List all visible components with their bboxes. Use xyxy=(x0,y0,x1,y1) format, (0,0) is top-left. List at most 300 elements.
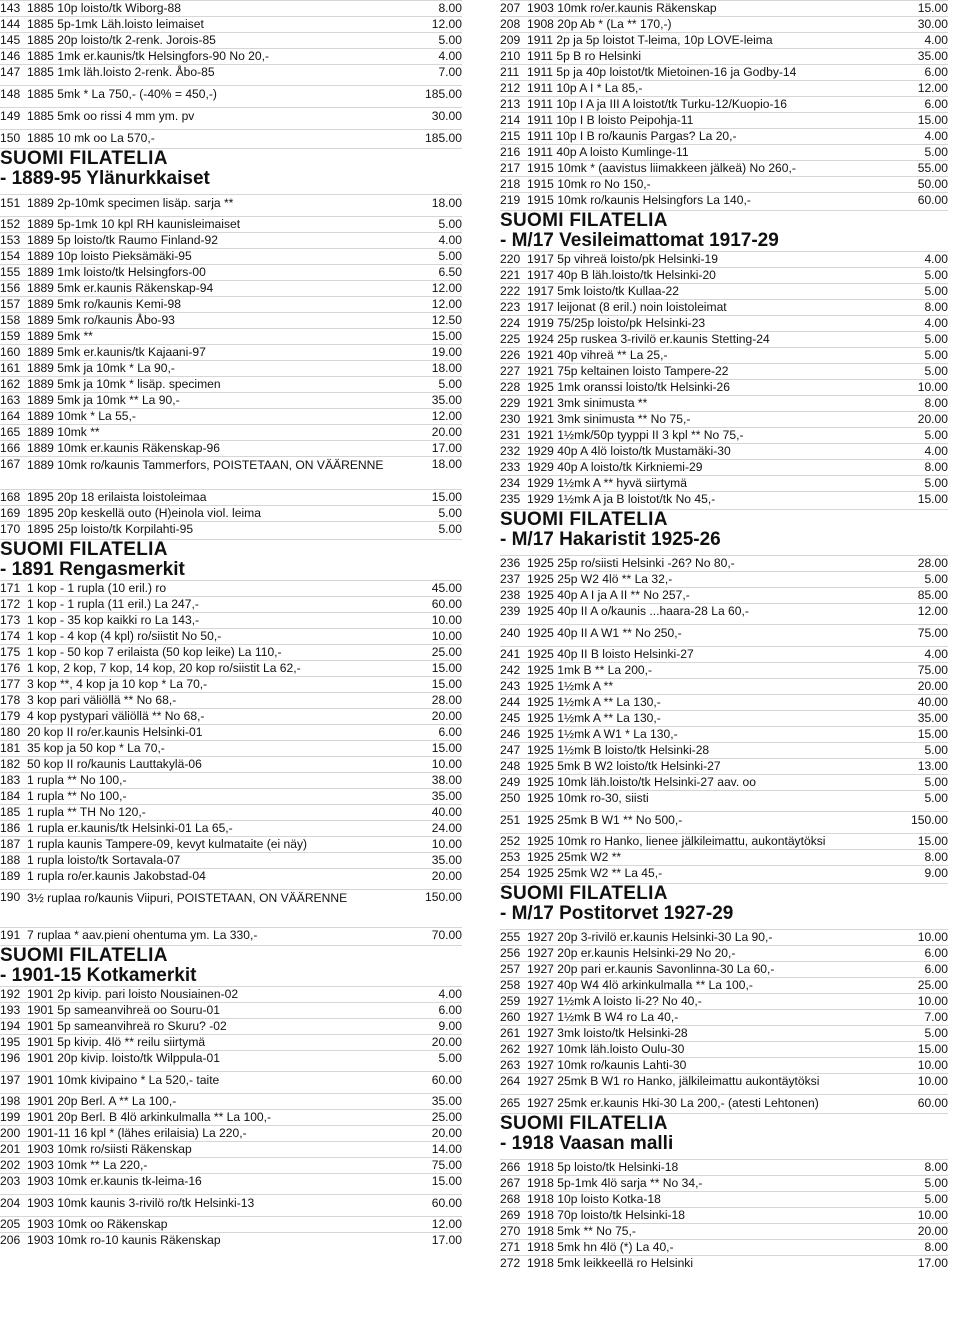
lot-row xyxy=(0,1141,462,1157)
lot-price: 4.00 xyxy=(438,49,462,63)
lot-description: 4 kop pystypari väliöllä ** No 68,- xyxy=(27,709,205,723)
lot-row xyxy=(0,264,462,280)
lot-price: 5.00 xyxy=(924,348,948,362)
lot-number: 250 xyxy=(500,791,521,805)
lot-description: 1925 1½mk A ** La 130,- xyxy=(527,711,661,725)
lot-description: 1885 20p loisto/tk 2-renk. Jorois-85 xyxy=(27,33,216,47)
lot-number: 149 xyxy=(0,109,21,123)
lot-price: 38.00 xyxy=(431,773,462,787)
lot-number: 181 xyxy=(0,741,21,755)
lot-description: 1925 5mk B W2 loisto/tk Helsinki-27 xyxy=(527,759,721,773)
lot-description: 1895 20p 18 erilaista loistoleimaa xyxy=(27,490,207,504)
lot-price: 5.00 xyxy=(924,1026,948,1040)
lot-price: 60.00 xyxy=(917,193,948,207)
lot-description: 1927 25mk B W1 ro Hanko, jälkileimattu aukontäytöksi xyxy=(527,1074,820,1088)
lot-description: 1889 5p loisto/tk Raumo Finland-92 xyxy=(27,233,218,247)
lot-price: 10.00 xyxy=(917,1074,948,1088)
lot-number: 144 xyxy=(0,17,21,31)
lot-number: 182 xyxy=(0,757,21,771)
lot-number: 205 xyxy=(0,1217,21,1231)
lot-number: 164 xyxy=(0,409,21,423)
lot-description: 1901 5p sameanvihreä oo Souru-01 xyxy=(27,1003,220,1017)
lot-price: 20.00 xyxy=(431,869,462,883)
lot-price: 17.00 xyxy=(431,441,462,455)
lot-description: 1889 5mk ro/kaunis Kemi-98 xyxy=(27,297,181,311)
lot-price: 5.00 xyxy=(438,506,462,520)
lot-description: 1889 5mk er.kaunis Räkenskap-94 xyxy=(27,281,214,295)
lot-price: 20.00 xyxy=(431,709,462,723)
lot-description: 1915 10mk ro/kaunis Helsingfors La 140,- xyxy=(527,193,751,207)
lot-price: 15.00 xyxy=(917,113,948,127)
lot-number: 206 xyxy=(0,1233,21,1247)
lot-price: 9.00 xyxy=(924,866,948,880)
lot-description: 1925 40p II B loisto Helsinki-27 xyxy=(527,647,694,661)
lot-number: 167 xyxy=(0,457,21,471)
lot-row xyxy=(0,1157,462,1173)
lot-description: 1 rupla ** TH No 120,- xyxy=(27,805,146,819)
lot-description: 1925 40p II A o/kaunis ...haara-28 La 60,- xyxy=(527,604,749,618)
lot-price: 5.00 xyxy=(924,332,948,346)
lot-description: 1903 10mk ro-10 kaunis Räkenskap xyxy=(27,1233,221,1247)
lot-description: 1927 25mk er.kaunis Hki-30 La 200,- (atesti Lehtonen) xyxy=(527,1096,819,1110)
lot-number: 152 xyxy=(0,217,21,231)
lot-number: 254 xyxy=(500,866,521,880)
lot-number: 192 xyxy=(0,987,21,1001)
lot-price: 30.00 xyxy=(917,17,948,31)
lot-description: 1911 10p A I * La 85,- xyxy=(527,81,643,95)
lot-number: 163 xyxy=(0,393,21,407)
lot-row xyxy=(500,1041,948,1057)
lot-row xyxy=(0,1071,462,1088)
lot-row xyxy=(0,85,462,102)
lot-row xyxy=(500,865,948,881)
lot-number: 264 xyxy=(500,1074,521,1088)
lot-description: 1925 1mk B ** La 200,- xyxy=(527,663,653,677)
lot-description: 1925 10mk läh.loisto/tk Helsinki-27 aav. oo xyxy=(527,775,757,789)
lot-description: 1911 10p I B ro/kaunis Pargas? La 20,- xyxy=(527,129,737,143)
lot-price: 10.00 xyxy=(917,1208,948,1222)
lot-number: 231 xyxy=(500,428,521,442)
lot-description: 1925 1½mk B loisto/tk Helsinki-28 xyxy=(527,743,710,757)
lot-row xyxy=(500,48,948,64)
lot-price: 15.00 xyxy=(431,661,462,675)
lot-description: 1925 25mk B W1 ** No 500,- xyxy=(527,813,683,827)
lot-number: 201 xyxy=(0,1142,21,1156)
lot-number: 236 xyxy=(500,556,521,570)
lot-number: 179 xyxy=(0,709,21,723)
lot-number: 207 xyxy=(500,1,521,15)
lot-number: 208 xyxy=(500,17,521,31)
lot-description: 1889 5mk ja 10mk * lisäp. specimen xyxy=(27,377,221,391)
lot-price: 75.00 xyxy=(917,663,948,677)
lot-number: 230 xyxy=(500,412,521,426)
lot-price: 5.00 xyxy=(438,249,462,263)
lot-row xyxy=(0,16,462,32)
lot-description: 1927 20p er.kaunis Helsinki-29 No 20,- xyxy=(527,946,736,960)
lot-price: 5.00 xyxy=(438,522,462,536)
lot-number: 242 xyxy=(500,663,521,677)
lot-row xyxy=(0,216,462,232)
lot-row xyxy=(500,0,948,16)
lot-number: 172 xyxy=(0,597,21,611)
lot-description: 1919 75/25p loisto/pk Helsinki-23 xyxy=(527,316,706,330)
lot-price: 7.00 xyxy=(924,1010,948,1024)
lot-number: 200 xyxy=(0,1126,21,1140)
lot-row xyxy=(0,521,462,537)
lot-description: 1918 5mk hn 4lö (*) La 40,- xyxy=(527,1240,674,1254)
lot-price: 15.00 xyxy=(431,741,462,755)
section-title: - 1918 Vaasan malli xyxy=(500,1133,674,1154)
lot-price: 19.00 xyxy=(431,345,462,359)
lot-price: 15.00 xyxy=(917,492,948,506)
lot-number: 266 xyxy=(500,1160,521,1174)
lot-description: 1885 5p-1mk Läh.loisto leimaiset xyxy=(27,17,204,31)
lot-price: 40.00 xyxy=(431,805,462,819)
lot-number: 248 xyxy=(500,759,521,773)
lot-description: 1889 5mk ja 10mk * La 90,- xyxy=(27,361,175,375)
lot-price: 6.00 xyxy=(924,946,948,960)
section-title: - 1891 Rengasmerkit xyxy=(0,559,185,580)
lot-description: 1 kop - 35 kop kaikki ro La 143,- xyxy=(27,613,200,627)
lot-price: 185.00 xyxy=(425,131,462,145)
lot-description: 20 kop II ro/er.kaunis Helsinki-01 xyxy=(27,725,203,739)
lot-row xyxy=(0,129,462,146)
lot-number: 256 xyxy=(500,946,521,960)
lot-price: 12.00 xyxy=(431,1217,462,1231)
lot-price: 35.00 xyxy=(431,1094,462,1108)
lot-number: 213 xyxy=(500,97,521,111)
lot-number: 226 xyxy=(500,348,521,362)
lot-description: 1918 5p loisto/tk Helsinki-18 xyxy=(527,1160,679,1174)
lot-description: 1921 1½mk/50p tyyppi II 3 kpl ** No 75,- xyxy=(527,428,744,442)
lot-number: 143 xyxy=(0,1,21,15)
lot-number: 268 xyxy=(500,1192,521,1206)
section-header xyxy=(500,883,948,924)
lot-row xyxy=(500,726,948,742)
lot-number: 190 xyxy=(0,890,21,904)
lot-description: 1889 10p loisto Pieksämäki-95 xyxy=(27,249,192,263)
lot-price: 4.00 xyxy=(924,316,948,330)
lot-price: 5.00 xyxy=(924,743,948,757)
lot-number: 146 xyxy=(0,49,21,63)
lot-number: 214 xyxy=(500,113,521,127)
lot-number: 166 xyxy=(0,441,21,455)
lot-row xyxy=(0,312,462,328)
lot-row xyxy=(500,1207,948,1223)
lot-price: 60.00 xyxy=(431,1073,462,1087)
lot-description: 1921 40p vihreä ** La 25,- xyxy=(527,348,668,362)
lot-price: 5.00 xyxy=(924,428,948,442)
lot-price: 18.00 xyxy=(431,196,462,210)
lot-row xyxy=(500,774,948,790)
lot-row xyxy=(500,128,948,144)
lot-number: 272 xyxy=(500,1256,521,1270)
lot-row xyxy=(500,1073,948,1089)
lot-row xyxy=(0,986,462,1002)
lot-description: 1903 10mk oo Räkenskap xyxy=(27,1217,168,1231)
lot-row xyxy=(0,505,462,521)
lot-price: 4.00 xyxy=(924,647,948,661)
lot-number: 233 xyxy=(500,460,521,474)
lot-price: 10.00 xyxy=(917,1058,948,1072)
lot-description: 1915 10mk ro No 150,- xyxy=(527,177,651,191)
lot-number: 222 xyxy=(500,284,521,298)
lot-row xyxy=(0,48,462,64)
lot-number: 196 xyxy=(0,1051,21,1065)
section-brand: SUOMI FILATELIA xyxy=(0,945,168,966)
lot-number: 253 xyxy=(500,850,521,864)
lot-price: 6.00 xyxy=(924,962,948,976)
lot-description: 1901 20p Berl. A ** La 100,- xyxy=(27,1094,177,1108)
lot-row xyxy=(0,676,462,692)
lot-row xyxy=(500,811,948,828)
lot-row xyxy=(500,678,948,694)
lot-description: 1917 5p vihreä loisto/pk Helsinki-19 xyxy=(527,252,718,266)
lot-price: 35.00 xyxy=(431,853,462,867)
lot-row xyxy=(500,283,948,299)
lot-row xyxy=(500,790,948,806)
lot-description: 1903 10mk ro/er.kaunis Räkenskap xyxy=(527,1,717,15)
lot-description: 7 ruplaa * aav.pieni ohentuma ym. La 330,- xyxy=(27,928,258,942)
lot-price: 12.00 xyxy=(431,409,462,423)
lot-number: 197 xyxy=(0,1073,21,1087)
lot-description: 1929 40p A loisto/tk Kirkniemi-29 xyxy=(527,460,703,474)
lot-price: 60.00 xyxy=(431,1196,462,1210)
lot-row xyxy=(0,194,462,211)
lot-description: 1921 75p keltainen loisto Tampere-22 xyxy=(527,364,729,378)
lot-number: 249 xyxy=(500,775,521,789)
lot-row xyxy=(500,710,948,726)
lot-number: 188 xyxy=(0,853,21,867)
lot-description: 1889 5mk ja 10mk ** La 90,- xyxy=(27,393,180,407)
lot-number: 237 xyxy=(500,572,521,586)
lot-description: 1927 3mk loisto/tk Helsinki-28 xyxy=(527,1026,688,1040)
lot-number: 195 xyxy=(0,1035,21,1049)
section-header xyxy=(0,945,462,986)
lot-row xyxy=(500,299,948,315)
lot-price: 10.00 xyxy=(917,930,948,944)
lot-description: 1911 10p I A ja III A loistot/tk Turku-12/Kuopio-16 xyxy=(527,97,787,111)
lot-description: 50 kop II ro/kaunis Lauttakylä-06 xyxy=(27,757,202,771)
lot-price: 20.00 xyxy=(431,425,462,439)
lot-row xyxy=(500,192,948,208)
lot-price: 20.00 xyxy=(917,412,948,426)
lot-number: 220 xyxy=(500,252,521,266)
lot-number: 209 xyxy=(500,33,521,47)
lot-row xyxy=(500,347,948,363)
lot-description: 1 rupla er.kaunis/tk Helsinki-01 La 65,- xyxy=(27,821,233,835)
lot-number: 267 xyxy=(500,1176,521,1190)
lot-description: 1925 1½mk A ** xyxy=(527,679,614,693)
lot-number: 252 xyxy=(500,834,521,848)
lot-row xyxy=(500,64,948,80)
lot-number: 215 xyxy=(500,129,521,143)
lot-row xyxy=(500,1025,948,1041)
lot-number: 153 xyxy=(0,233,21,247)
lot-price: 15.00 xyxy=(917,727,948,741)
lot-description: 1 kop, 2 kop, 7 kop, 14 kop, 20 kop ro/siistit La 62,- xyxy=(27,661,301,675)
lot-number: 151 xyxy=(0,196,21,210)
lot-row xyxy=(500,603,948,619)
lot-row xyxy=(0,804,462,820)
lot-row xyxy=(500,80,948,96)
lot-number: 168 xyxy=(0,490,21,504)
lot-row xyxy=(0,248,462,264)
lot-price: 4.00 xyxy=(924,33,948,47)
lot-price: 45.00 xyxy=(431,581,462,595)
lot-row xyxy=(0,1232,462,1248)
lot-row xyxy=(0,596,462,612)
lot-description: 1 rupla kaunis Tampere-09, kevyt kulmataite (ei näy) xyxy=(27,837,308,851)
lot-price: 75.00 xyxy=(431,1158,462,1172)
lot-description: 1889 5mk ** xyxy=(27,329,93,343)
lot-number: 246 xyxy=(500,727,521,741)
lot-description: 1 rupla loisto/tk Sortavala-07 xyxy=(27,853,181,867)
lot-number: 161 xyxy=(0,361,21,375)
lot-price: 8.00 xyxy=(924,396,948,410)
lot-price: 35.00 xyxy=(431,393,462,407)
lot-number: 263 xyxy=(500,1058,521,1072)
lot-row xyxy=(500,144,948,160)
lot-row xyxy=(0,64,462,80)
lot-number: 184 xyxy=(0,789,21,803)
lot-price: 6.00 xyxy=(438,1003,462,1017)
lot-number: 251 xyxy=(500,813,521,827)
lot-description: 1885 1mk er.kaunis/tk Helsingfors-90 No 20,- xyxy=(27,49,269,63)
lot-price: 6.00 xyxy=(438,725,462,739)
left-column xyxy=(0,0,462,1248)
lot-price: 15.00 xyxy=(917,1,948,15)
lot-row xyxy=(500,1191,948,1207)
lot-number: 240 xyxy=(500,626,521,640)
lot-number: 262 xyxy=(500,1042,521,1056)
lot-description: 1 kop - 1 rupla (11 eril.) La 247,- xyxy=(27,597,199,611)
section-title: - M/17 Hakaristit 1925-26 xyxy=(500,529,721,550)
lot-row xyxy=(500,977,948,993)
lot-number: 241 xyxy=(500,647,521,661)
lot-row xyxy=(500,1175,948,1191)
section-brand: SUOMI FILATELIA xyxy=(500,509,668,530)
lot-number: 178 xyxy=(0,693,21,707)
lot-number: 234 xyxy=(500,476,521,490)
lot-price: 20.00 xyxy=(917,679,948,693)
lot-description: 1 rupla ro/er.kaunis Jakobstad-04 xyxy=(27,869,206,883)
lot-row xyxy=(500,662,948,678)
lot-price: 185.00 xyxy=(425,87,462,101)
lot-number: 199 xyxy=(0,1110,21,1124)
lot-number: 176 xyxy=(0,661,21,675)
lot-description: 1889 5mk ro/kaunis Åbo-93 xyxy=(27,313,175,327)
lot-price: 10.00 xyxy=(917,994,948,1008)
lot-price: 12.00 xyxy=(917,81,948,95)
lot-row xyxy=(500,945,948,961)
lot-number: 150 xyxy=(0,131,21,145)
lot-price: 85.00 xyxy=(917,588,948,602)
lot-row xyxy=(0,296,462,312)
lot-description: 1929 1½mk A ** hyvä siirtymä xyxy=(527,476,687,490)
section-header xyxy=(500,509,948,550)
lot-row xyxy=(500,16,948,32)
lot-price: 15.00 xyxy=(431,677,462,691)
lot-description: 1 kop - 4 kop (4 kpl) ro/siistit No 50,- xyxy=(27,629,222,643)
lot-number: 259 xyxy=(500,994,521,1008)
lot-number: 235 xyxy=(500,492,521,506)
lot-number: 243 xyxy=(500,679,521,693)
lot-description: 1925 1½mk A ** La 130,- xyxy=(527,695,661,709)
lot-row xyxy=(0,1034,462,1050)
lot-description: 35 kop ja 50 kop * La 70,- xyxy=(27,741,165,755)
lot-price: 10.00 xyxy=(917,380,948,394)
lot-description: 1911 5p B ro Helsinki xyxy=(527,49,642,63)
lot-price: 20.00 xyxy=(917,1224,948,1238)
lot-price: 8.00 xyxy=(438,1,462,15)
lot-number: 202 xyxy=(0,1158,21,1172)
section-brand: SUOMI FILATELIA xyxy=(0,148,168,169)
lot-number: 180 xyxy=(0,725,21,739)
lot-row xyxy=(500,1255,948,1271)
lot-row xyxy=(0,740,462,756)
lot-number: 187 xyxy=(0,837,21,851)
lot-description: 1911 40p A loisto Kumlinge-11 xyxy=(527,145,689,159)
lot-price: 10.00 xyxy=(431,757,462,771)
lot-description: 1927 10mk läh.loisto Oulu-30 xyxy=(527,1042,685,1056)
lot-row xyxy=(500,1159,948,1175)
lot-description: 1918 70p loisto/tk Helsinki-18 xyxy=(527,1208,685,1222)
lot-price: 15.00 xyxy=(431,1174,462,1188)
lot-description: 1 rupla ** No 100,- xyxy=(27,789,127,803)
lot-row xyxy=(0,1173,462,1189)
lot-price: 55.00 xyxy=(917,161,948,175)
lot-description: 1918 5mk leikkeellä ro Helsinki xyxy=(527,1256,694,1270)
lot-row xyxy=(0,1125,462,1141)
lot-price: 25.00 xyxy=(431,645,462,659)
section-header xyxy=(500,210,948,251)
section-brand: SUOMI FILATELIA xyxy=(500,210,668,231)
lot-price: 5.00 xyxy=(924,775,948,789)
lot-price: 20.00 xyxy=(431,1126,462,1140)
lot-row xyxy=(500,849,948,865)
lot-row xyxy=(0,107,462,124)
lot-row xyxy=(0,820,462,836)
lot-description: 1885 10 mk oo La 570,- xyxy=(27,131,155,145)
lot-description: 1927 1½mk B W4 ro La 40,- xyxy=(527,1010,679,1024)
lot-description: 1903 10mk kaunis 3-rivilö ro/tk Helsinki-13 xyxy=(27,1196,255,1210)
lot-row xyxy=(0,628,462,644)
lot-description: 1925 40p A I ja A II ** No 257,- xyxy=(527,588,690,602)
lot-number: 211 xyxy=(500,65,520,79)
lot-number: 255 xyxy=(500,930,521,944)
lot-row xyxy=(0,392,462,408)
lot-description: 1925 10mk ro-30, siisti xyxy=(527,791,649,805)
lot-price: 10.00 xyxy=(431,613,462,627)
lot-price: 12.00 xyxy=(431,281,462,295)
lot-number: 156 xyxy=(0,281,21,295)
lot-row xyxy=(500,624,948,641)
lot-price: 35.00 xyxy=(917,711,948,725)
lot-row xyxy=(0,344,462,360)
lot-description: 1889 10mk ro/kaunis Tammerfors, POISTETAAN, ON VÄÄRENNE xyxy=(27,458,384,472)
lot-number: 232 xyxy=(500,444,521,458)
lot-number: 224 xyxy=(500,316,521,330)
lot-description: 1925 25mk W2 ** La 45,- xyxy=(527,866,663,880)
lot-description: 1885 5mk * La 750,- (-40% = 450,-) xyxy=(27,87,217,101)
lot-row xyxy=(0,580,462,596)
lot-row xyxy=(0,692,462,708)
lot-row xyxy=(500,427,948,443)
lot-description: 1911 5p ja 40p loistot/tk Mietoinen-16 ja Godby-14 xyxy=(527,65,797,79)
lot-description: 1918 5p-1mk 4lö sarja ** No 34,- xyxy=(527,1176,703,1190)
lot-price: 20.00 xyxy=(431,1035,462,1049)
